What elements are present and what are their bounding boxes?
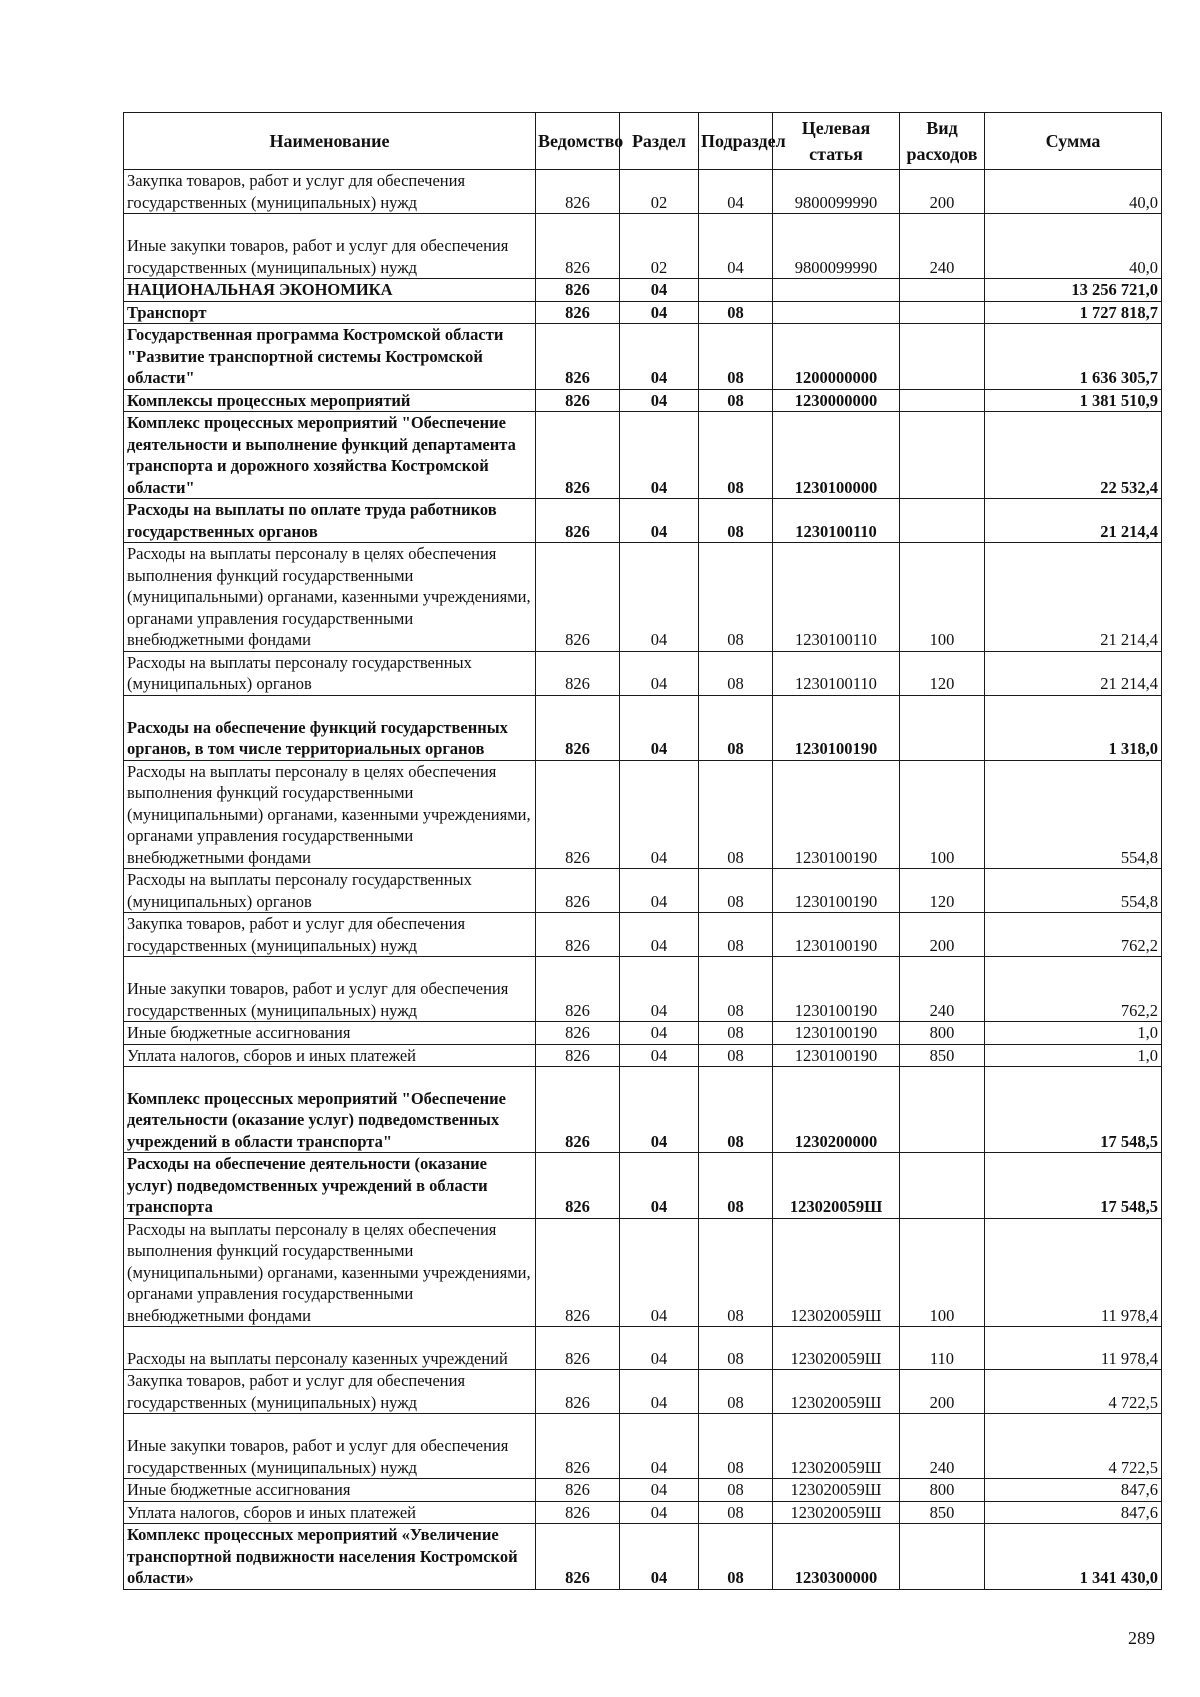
- row-section: 04: [620, 957, 699, 1022]
- header-dept: Ведомство: [536, 113, 620, 170]
- row-dept: 826: [536, 1370, 620, 1414]
- row-dept: 826: [536, 1524, 620, 1590]
- row-section: 04: [620, 1067, 699, 1153]
- row-name: Иные закупки товаров, работ и услуг для обеспечения государственных (муниципальных) нужд: [124, 957, 536, 1022]
- row-sum: 1 341 430,0: [985, 1524, 1162, 1590]
- row-name: Расходы на выплаты персоналу в целях обеспечения выполнения функций государственными (муниципальными) органами, казенными учреждениями, органами управления государственными внебюджетными фондами: [124, 543, 536, 652]
- row-subsection: 08: [699, 1370, 773, 1414]
- row-section: 04: [620, 651, 699, 695]
- row-sum: 21 214,4: [985, 499, 1162, 543]
- row-subsection: 08: [699, 1218, 773, 1327]
- row-sum: 21 214,4: [985, 651, 1162, 695]
- row-sum: 1,0: [985, 1022, 1162, 1045]
- row-name: Транспорт: [124, 301, 536, 324]
- row-section: 04: [620, 412, 699, 499]
- row-kind: 800: [900, 1022, 985, 1045]
- table-row: [124, 957, 1162, 1022]
- row-sum: 847,6: [985, 1501, 1162, 1524]
- row-subsection: 08: [699, 324, 773, 390]
- row-section: 04: [620, 1153, 699, 1219]
- row-dept: 826: [536, 1022, 620, 1045]
- row-target: 1230100000: [773, 412, 900, 499]
- row-dept: 826: [536, 1501, 620, 1524]
- table-row: [124, 1067, 1162, 1153]
- row-dept: 826: [536, 1218, 620, 1327]
- row-target: 1230100190: [773, 913, 900, 957]
- table-row: [124, 1524, 1162, 1590]
- row-target: 1230100190: [773, 760, 900, 869]
- header-sum: Сумма: [985, 113, 1162, 170]
- table-row: [124, 913, 1162, 957]
- row-sum: 762,2: [985, 957, 1162, 1022]
- table-row: [124, 869, 1162, 913]
- row-sum: 17 548,5: [985, 1153, 1162, 1219]
- row-sum: 847,6: [985, 1479, 1162, 1502]
- table-row: [124, 389, 1162, 412]
- row-name: Иные бюджетные ассигнования: [124, 1479, 536, 1502]
- table-row: [124, 1501, 1162, 1524]
- row-section: 04: [620, 389, 699, 412]
- row-target: 1230200000: [773, 1067, 900, 1153]
- header-name: Наименование: [124, 113, 536, 170]
- row-name: Государственная программа Костромской области "Развитие транспортной системы Костромской области": [124, 324, 536, 390]
- row-target: 1230000000: [773, 389, 900, 412]
- row-sum: 1 727 818,7: [985, 301, 1162, 324]
- row-kind: [900, 389, 985, 412]
- table-row: [124, 1044, 1162, 1067]
- budget-table: [123, 112, 1162, 1590]
- row-dept: 826: [536, 1327, 620, 1370]
- row-target: 9800099990: [773, 170, 900, 214]
- row-subsection: 08: [699, 695, 773, 760]
- row-target: 1230100190: [773, 957, 900, 1022]
- row-subsection: 08: [699, 913, 773, 957]
- row-target: 9800099990: [773, 214, 900, 279]
- row-sum: 1,0: [985, 1044, 1162, 1067]
- row-kind: 850: [900, 1501, 985, 1524]
- row-sum: 11 978,4: [985, 1218, 1162, 1327]
- table-row: [124, 324, 1162, 390]
- table-row: [124, 651, 1162, 695]
- row-section: 04: [620, 913, 699, 957]
- row-sum: 21 214,4: [985, 543, 1162, 652]
- row-name: Расходы на выплаты по оплате труда работников государственных органов: [124, 499, 536, 543]
- row-subsection: 08: [699, 1022, 773, 1045]
- row-dept: 826: [536, 760, 620, 869]
- row-section: 02: [620, 214, 699, 279]
- row-kind: 100: [900, 543, 985, 652]
- row-subsection: 04: [699, 214, 773, 279]
- row-subsection: 08: [699, 869, 773, 913]
- row-kind: [900, 1067, 985, 1153]
- row-section: 04: [620, 499, 699, 543]
- row-kind: 200: [900, 913, 985, 957]
- row-sum: 13 256 721,0: [985, 279, 1162, 302]
- table-row: [124, 695, 1162, 760]
- row-name: НАЦИОНАЛЬНАЯ ЭКОНОМИКА: [124, 279, 536, 302]
- row-sum: 1 636 305,7: [985, 324, 1162, 390]
- row-section: 04: [620, 301, 699, 324]
- row-subsection: 08: [699, 1153, 773, 1219]
- row-dept: 826: [536, 543, 620, 652]
- row-sum: 22 532,4: [985, 412, 1162, 499]
- row-kind: [900, 695, 985, 760]
- row-name: Комплекс процессных мероприятий «Увеличение транспортной подвижности населения Костромской области»: [124, 1524, 536, 1590]
- header-kind: Вид расходов: [900, 113, 985, 170]
- row-kind: 120: [900, 651, 985, 695]
- row-subsection: 08: [699, 651, 773, 695]
- table-header: [124, 113, 1162, 170]
- row-subsection: 08: [699, 412, 773, 499]
- row-section: 04: [620, 324, 699, 390]
- row-dept: 826: [536, 389, 620, 412]
- row-name: Расходы на обеспечение деятельности (оказание услуг) подведомственных учреждений в области транспорта: [124, 1153, 536, 1219]
- row-subsection: [699, 279, 773, 302]
- row-dept: 826: [536, 1044, 620, 1067]
- row-section: 04: [620, 869, 699, 913]
- row-subsection: 08: [699, 499, 773, 543]
- row-name: Иные закупки товаров, работ и услуг для обеспечения государственных (муниципальных) нужд: [124, 1414, 536, 1479]
- row-target: 1230300000: [773, 1524, 900, 1590]
- row-dept: 826: [536, 170, 620, 214]
- row-sum: 554,8: [985, 869, 1162, 913]
- table-row: [124, 214, 1162, 279]
- row-target: 1230100190: [773, 1044, 900, 1067]
- row-sum: 40,0: [985, 214, 1162, 279]
- row-kind: [900, 1524, 985, 1590]
- row-kind: 240: [900, 957, 985, 1022]
- row-subsection: 08: [699, 1327, 773, 1370]
- row-section: 04: [620, 1524, 699, 1590]
- row-kind: 110: [900, 1327, 985, 1370]
- table-row: [124, 760, 1162, 869]
- row-kind: 200: [900, 170, 985, 214]
- row-target: [773, 279, 900, 302]
- row-kind: 240: [900, 214, 985, 279]
- row-name: Иные закупки товаров, работ и услуг для обеспечения государственных (муниципальных) нужд: [124, 214, 536, 279]
- row-sum: 554,8: [985, 760, 1162, 869]
- row-sum: 1 381 510,9: [985, 389, 1162, 412]
- row-section: 04: [620, 760, 699, 869]
- row-subsection: 08: [699, 1501, 773, 1524]
- row-kind: 100: [900, 1218, 985, 1327]
- row-dept: 826: [536, 499, 620, 543]
- row-dept: 826: [536, 913, 620, 957]
- row-section: 04: [620, 1414, 699, 1479]
- table-row: [124, 1153, 1162, 1219]
- header-subsection: Подраздел: [699, 113, 773, 170]
- table-row: [124, 279, 1162, 302]
- row-dept: 826: [536, 412, 620, 499]
- row-section: 04: [620, 1370, 699, 1414]
- row-dept: 826: [536, 695, 620, 760]
- row-name: Комплекс процессных мероприятий "Обеспечение деятельности (оказание услуг) подведомственных учреждений в области транспорта": [124, 1067, 536, 1153]
- row-sum: 762,2: [985, 913, 1162, 957]
- row-kind: [900, 324, 985, 390]
- row-target: 1230100110: [773, 651, 900, 695]
- row-target: 1200000000: [773, 324, 900, 390]
- row-kind: [900, 301, 985, 324]
- row-kind: 850: [900, 1044, 985, 1067]
- table-row: [124, 1022, 1162, 1045]
- table-row: [124, 170, 1162, 214]
- row-kind: 120: [900, 869, 985, 913]
- header-target: Целевая статья: [773, 113, 900, 170]
- row-kind: 100: [900, 760, 985, 869]
- row-name: Уплата налогов, сборов и иных платежей: [124, 1501, 536, 1524]
- row-subsection: 08: [699, 1067, 773, 1153]
- table-row: [124, 1327, 1162, 1370]
- row-subsection: 04: [699, 170, 773, 214]
- row-name: Расходы на выплаты персоналу государственных (муниципальных) органов: [124, 651, 536, 695]
- row-name: Комплекс процессных мероприятий "Обеспечение деятельности и выполнение функций департамента транспорта и дорожного хозяйства Костромской области": [124, 412, 536, 499]
- row-target: 123020059Ш: [773, 1153, 900, 1219]
- row-kind: 240: [900, 1414, 985, 1479]
- row-kind: 200: [900, 1370, 985, 1414]
- table-row: [124, 412, 1162, 499]
- row-section: 04: [620, 1479, 699, 1502]
- row-subsection: 08: [699, 1414, 773, 1479]
- row-target: 1230100110: [773, 543, 900, 652]
- row-name: Уплата налогов, сборов и иных платежей: [124, 1044, 536, 1067]
- row-section: 04: [620, 543, 699, 652]
- row-dept: 826: [536, 214, 620, 279]
- table-row: [124, 301, 1162, 324]
- row-sum: 11 978,4: [985, 1327, 1162, 1370]
- row-name: Расходы на выплаты персоналу казенных учреждений: [124, 1327, 536, 1370]
- row-name: Закупка товаров, работ и услуг для обеспечения государственных (муниципальных) нужд: [124, 170, 536, 214]
- row-dept: 826: [536, 1479, 620, 1502]
- row-target: 123020059Ш: [773, 1370, 900, 1414]
- row-name: Расходы на выплаты персоналу государственных (муниципальных) органов: [124, 869, 536, 913]
- row-target: 1230100110: [773, 499, 900, 543]
- row-section: 02: [620, 170, 699, 214]
- row-target: 123020059Ш: [773, 1414, 900, 1479]
- row-section: 04: [620, 1327, 699, 1370]
- row-section: 04: [620, 1044, 699, 1067]
- row-dept: 826: [536, 1414, 620, 1479]
- row-name: Комплексы процессных мероприятий: [124, 389, 536, 412]
- row-dept: 826: [536, 957, 620, 1022]
- row-dept: 826: [536, 301, 620, 324]
- row-name: Закупка товаров, работ и услуг для обеспечения государственных (муниципальных) нужд: [124, 1370, 536, 1414]
- row-name: Расходы на обеспечение функций государственных органов, в том числе территориальных органов: [124, 695, 536, 760]
- row-sum: 4 722,5: [985, 1414, 1162, 1479]
- row-section: 04: [620, 695, 699, 760]
- row-kind: [900, 279, 985, 302]
- row-name: Иные бюджетные ассигнования: [124, 1022, 536, 1045]
- row-subsection: 08: [699, 1044, 773, 1067]
- row-name: Расходы на выплаты персоналу в целях обеспечения выполнения функций государственными (муниципальными) органами, казенными учреждениями, органами управления государственными внебюджетными фондами: [124, 1218, 536, 1327]
- row-target: 123020059Ш: [773, 1218, 900, 1327]
- row-target: 1230100190: [773, 1022, 900, 1045]
- row-section: 04: [620, 1501, 699, 1524]
- row-target: 1230100190: [773, 869, 900, 913]
- table-row: [124, 1414, 1162, 1479]
- row-sum: 4 722,5: [985, 1370, 1162, 1414]
- row-subsection: 08: [699, 957, 773, 1022]
- row-dept: 826: [536, 279, 620, 302]
- row-target: 1230100190: [773, 695, 900, 760]
- row-target: [773, 301, 900, 324]
- row-section: 04: [620, 1218, 699, 1327]
- table-row: [124, 543, 1162, 652]
- row-subsection: 08: [699, 1479, 773, 1502]
- row-dept: 826: [536, 651, 620, 695]
- row-subsection: 08: [699, 389, 773, 412]
- row-sum: 17 548,5: [985, 1067, 1162, 1153]
- row-section: 04: [620, 279, 699, 302]
- row-section: 04: [620, 1022, 699, 1045]
- row-kind: [900, 1153, 985, 1219]
- row-target: 123020059Ш: [773, 1327, 900, 1370]
- row-subsection: 08: [699, 543, 773, 652]
- row-subsection: 08: [699, 301, 773, 324]
- row-name: Расходы на выплаты персоналу в целях обеспечения выполнения функций государственными (муниципальными) органами, казенными учреждениями, органами управления государственными внебюджетными фондами: [124, 760, 536, 869]
- row-subsection: 08: [699, 760, 773, 869]
- table-row: [124, 1218, 1162, 1327]
- row-sum: 1 318,0: [985, 695, 1162, 760]
- table-row: [124, 1479, 1162, 1502]
- row-kind: [900, 412, 985, 499]
- row-dept: 826: [536, 324, 620, 390]
- page-number: 289: [1128, 1628, 1155, 1648]
- header-section: Раздел: [620, 113, 699, 170]
- row-target: 123020059Ш: [773, 1479, 900, 1502]
- table-body: [124, 170, 1162, 1590]
- row-subsection: 08: [699, 1524, 773, 1590]
- row-target: 123020059Ш: [773, 1501, 900, 1524]
- row-name: Закупка товаров, работ и услуг для обеспечения государственных (муниципальных) нужд: [124, 913, 536, 957]
- row-dept: 826: [536, 1153, 620, 1219]
- table-row: [124, 499, 1162, 543]
- row-dept: 826: [536, 869, 620, 913]
- table-row: [124, 1370, 1162, 1414]
- row-sum: 40,0: [985, 170, 1162, 214]
- row-kind: [900, 499, 985, 543]
- row-dept: 826: [536, 1067, 620, 1153]
- row-kind: 800: [900, 1479, 985, 1502]
